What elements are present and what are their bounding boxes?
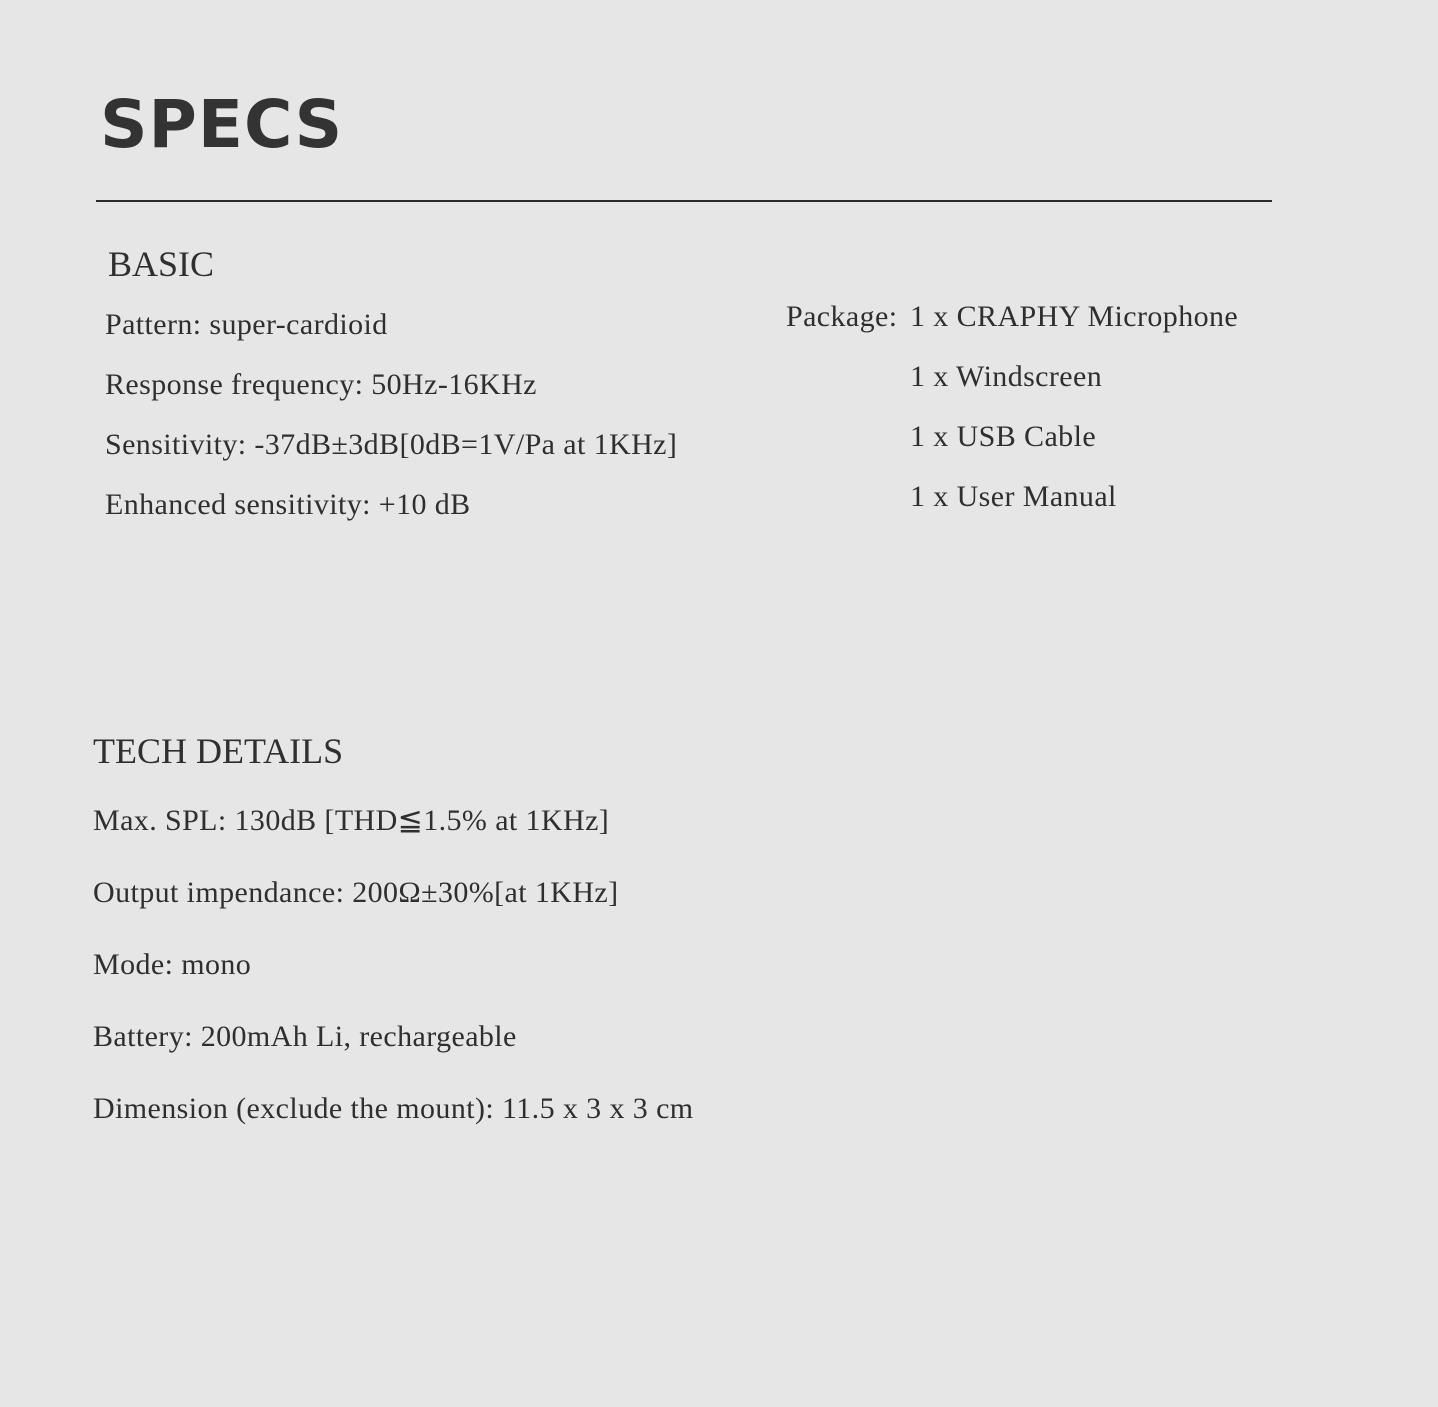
package-item-windscreen: 1 x Windscreen xyxy=(910,360,1103,393)
page-title: SPECS xyxy=(100,86,344,163)
title-divider xyxy=(96,200,1272,202)
package-item-user-manual: 1 x User Manual xyxy=(910,480,1117,513)
spec-battery: Battery: 200mAh Li, rechargeable xyxy=(93,1020,517,1053)
package-item-microphone: 1 x CRAPHY Microphone xyxy=(910,300,1239,333)
spec-response-frequency: Response frequency: 50Hz-16KHz xyxy=(105,368,537,401)
spec-mode: Mode: mono xyxy=(93,948,252,981)
package-item-usb-cable: 1 x USB Cable xyxy=(910,420,1097,453)
spec-max-spl: Max. SPL: 130dB [THD≦1.5% at 1KHz] xyxy=(93,804,610,837)
spec-enhanced-sensitivity: Enhanced sensitivity: +10 dB xyxy=(105,488,471,521)
spec-output-impedance: Output impendance: 200Ω±30%[at 1KHz] xyxy=(93,876,619,909)
basic-heading: BASIC xyxy=(108,244,215,284)
spec-sensitivity: Sensitivity: -37dB±3dB[0dB=1V/Pa at 1KHz] xyxy=(105,428,678,461)
package-label: Package: xyxy=(786,300,898,333)
spec-dimension: Dimension (exclude the mount): 11.5 x 3 x 3 cm xyxy=(93,1092,694,1125)
tech-details-heading: TECH DETAILS xyxy=(93,731,344,771)
spec-pattern: Pattern: super-cardioid xyxy=(105,308,388,341)
